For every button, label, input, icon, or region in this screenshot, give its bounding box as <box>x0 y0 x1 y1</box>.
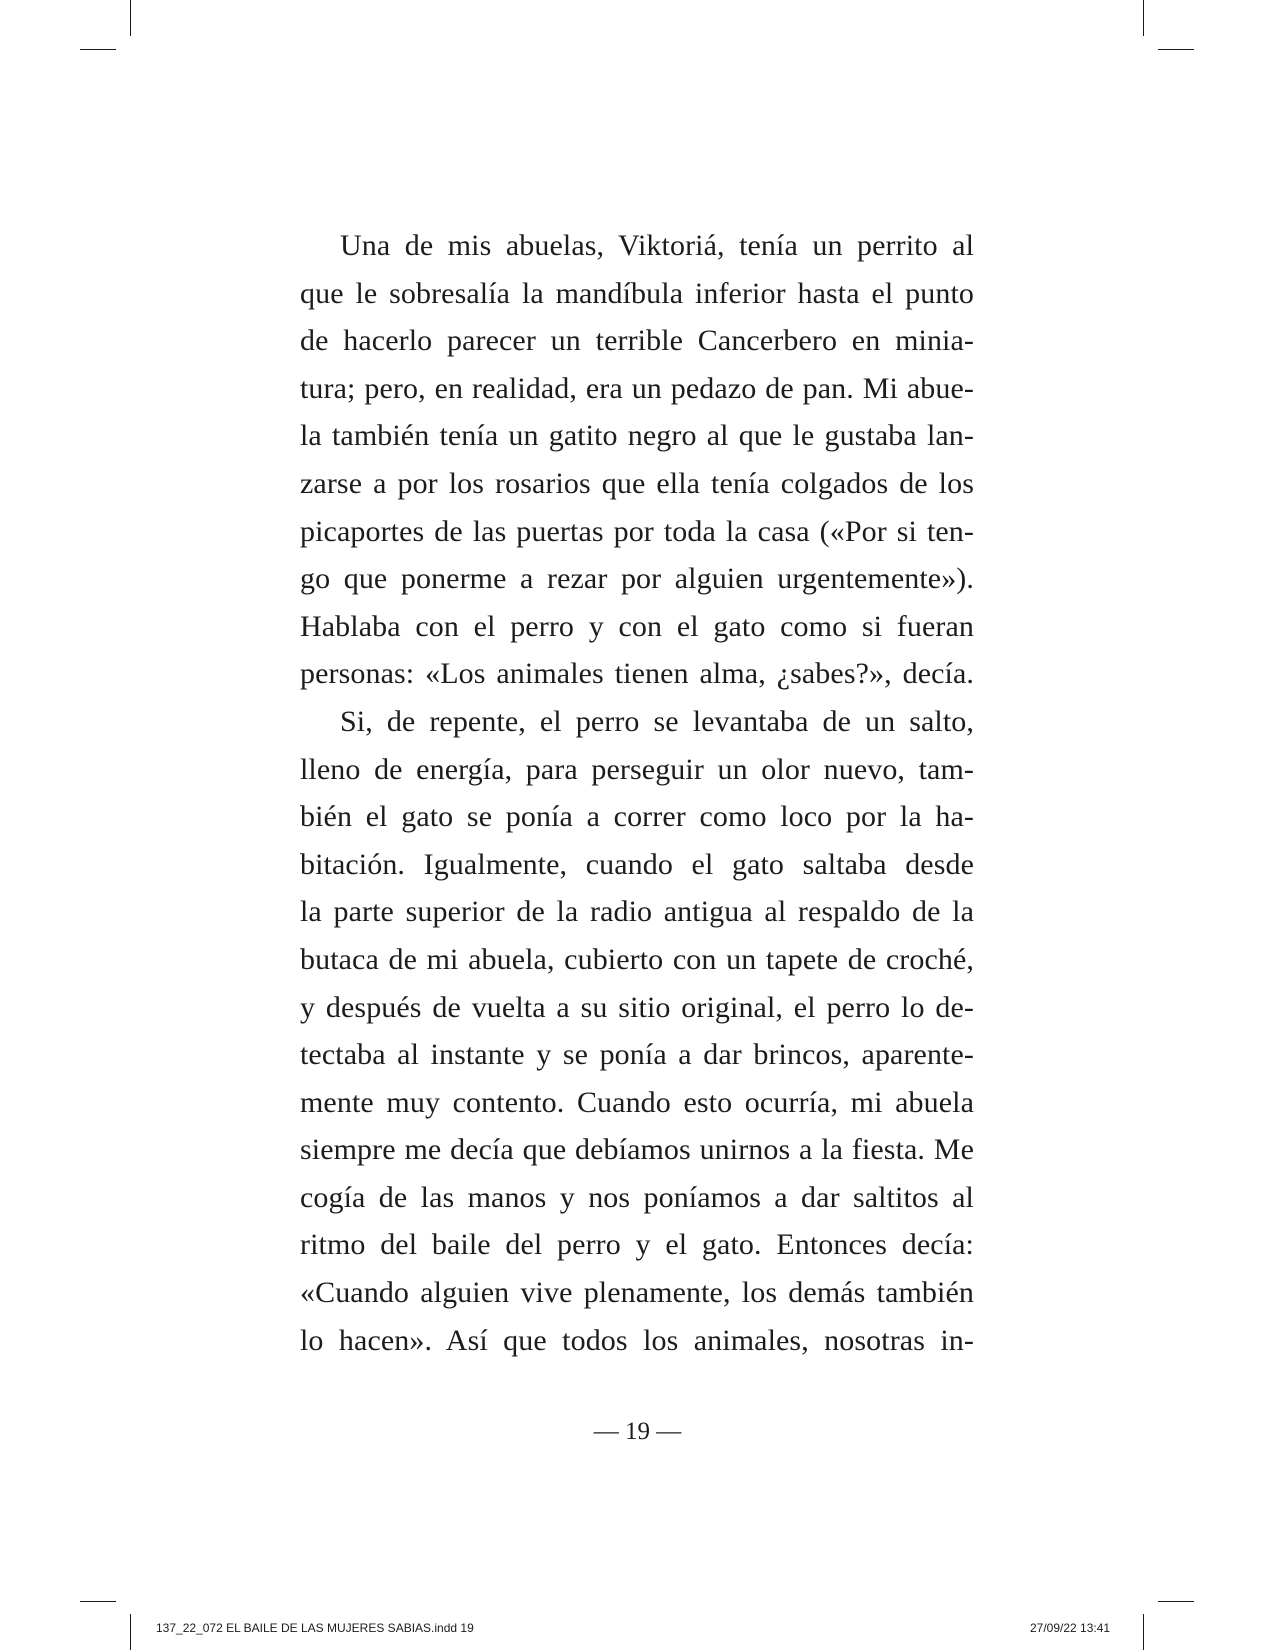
crop-mark-bottom-right-vertical <box>1143 1614 1144 1650</box>
text-line: bién el gato se ponía a correr como loco por la ha- <box>300 800 974 834</box>
text-line: Hablaba con el perro y con el gato como si fueran <box>300 609 974 643</box>
text-line: de hacerlo parecer un terrible Cancerbero en minia- <box>300 324 974 358</box>
text-line: go que ponerme a rezar por alguien urgentemente»). <box>300 562 974 596</box>
text-line: la parte superior de la radio antigua al respaldo de la <box>300 895 974 929</box>
body-text <box>300 222 974 1364</box>
text-line: zarse a por los rosarios que ella tenía colgados de los <box>300 466 974 500</box>
paragraph-1 <box>300 222 974 698</box>
paragraph-2 <box>300 698 974 1364</box>
crop-mark-top-left-horizontal <box>80 49 116 50</box>
page-number: — 19 — <box>593 1418 682 1445</box>
crop-mark-top-right-horizontal <box>1158 49 1194 50</box>
text-line: y después de vuelta a su sitio original, el perro lo de- <box>300 990 974 1024</box>
text-line: lo hacen». Así que todos los animales, nosotras in- <box>300 1323 974 1357</box>
crop-mark-top-left-vertical <box>130 0 131 36</box>
text-line: ritmo del baile del perro y el gato. Entonces decía: <box>300 1228 974 1262</box>
text-line: Una de mis abuelas, Viktoriá, tenía un perrito al <box>340 229 974 262</box>
crop-mark-top-right-vertical <box>1143 0 1144 36</box>
text-line: «Cuando alguien vive plenamente, los demás también <box>300 1276 974 1310</box>
text-line: butaca de mi abuela, cubierto con un tapete de croché, <box>300 942 974 976</box>
crop-mark-bottom-left-horizontal <box>80 1601 116 1602</box>
text-line: tura; pero, en realidad, era un pedazo de pan. Mi abue- <box>300 371 974 405</box>
slug-filename: 137_22_072 EL BAILE DE LAS MUJERES SABIAS.indd 19 <box>156 1621 474 1635</box>
text-line: la también tenía un gatito negro al que le gustaba lan- <box>300 419 974 453</box>
text-line: lleno de energía, para perseguir un olor nuevo, tam- <box>300 752 974 786</box>
text-line: mente muy contento. Cuando esto ocurría, mi abuela <box>300 1085 974 1119</box>
text-line: personas: «Los animales tienen alma, ¿sabes?», decía. <box>300 657 974 691</box>
crop-mark-bottom-right-horizontal <box>1158 1601 1194 1602</box>
text-line: siempre me decía que debíamos unirnos a la fiesta. Me <box>300 1133 974 1167</box>
text-line: cogía de las manos y nos poníamos a dar saltitos al <box>300 1180 974 1214</box>
crop-mark-bottom-left-vertical <box>130 1614 131 1650</box>
text-line: Si, de repente, el perro se levantaba de un salto, <box>340 704 974 738</box>
text-line: bitación. Igualmente, cuando el gato saltaba desde <box>300 847 974 881</box>
slug-datetime: 27/09/22 13:41 <box>1030 1621 1111 1635</box>
text-line: que le sobresalía la mandíbula inferior hasta el punto <box>300 276 974 310</box>
text-line: tectaba al instante y se ponía a dar brincos, aparente- <box>300 1038 974 1072</box>
text-line: picaportes de las puertas por toda la casa («Por si ten- <box>300 514 974 548</box>
